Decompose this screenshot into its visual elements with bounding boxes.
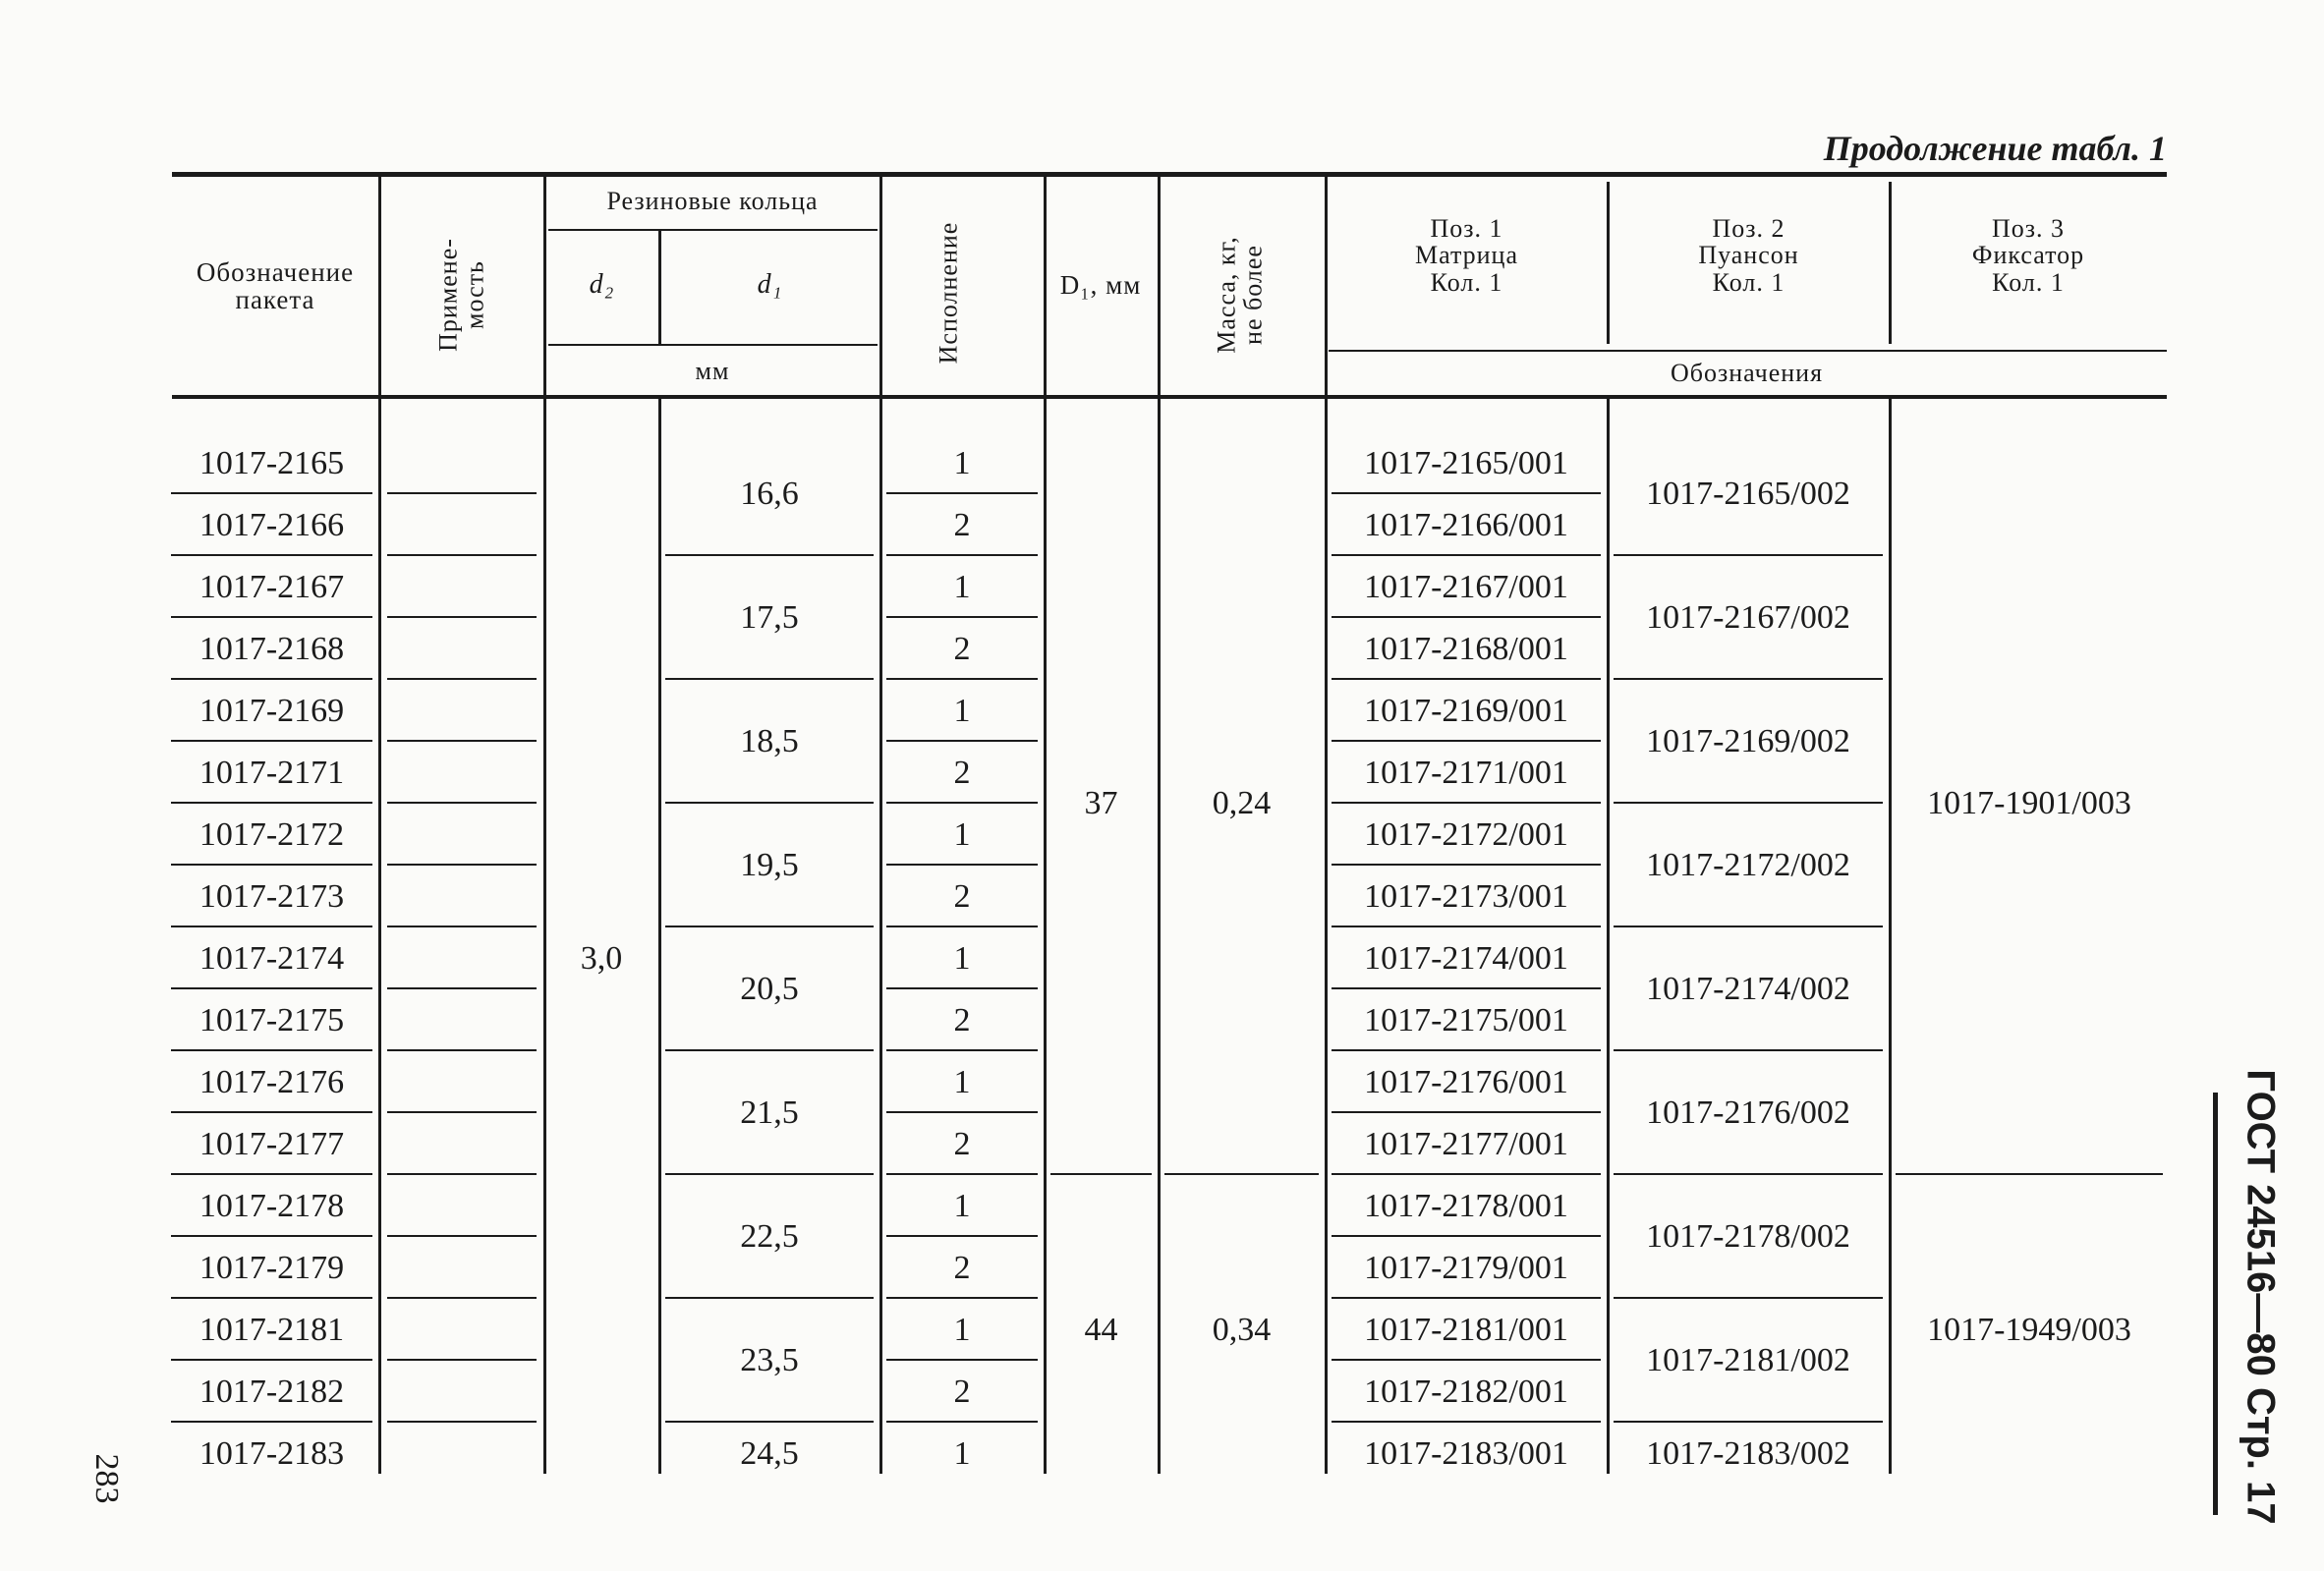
row-version: 2 [953,1001,971,1038]
row-rule [387,678,537,680]
header-pos1: Поз. 1 Матрица Кол. 1 [1414,214,1519,297]
d1-value: 19,5 [740,847,799,883]
row-version: 1 [953,815,971,853]
row-code: 1017-2182 [198,1373,345,1410]
d2-value: 3,0 [580,939,623,977]
row-code: 1017-2181 [198,1311,345,1348]
D1-value: 37 [1084,785,1118,821]
row-rule [387,1297,537,1299]
d1-value: 18,5 [740,723,799,759]
row-rule [387,864,537,866]
row-matrix: 1017-2175/001 [1364,1001,1568,1038]
row-matrix: 1017-2174/001 [1364,939,1568,977]
row-version: 1 [953,1311,971,1348]
header-d2: d₂ [589,269,615,301]
header-designation: Обозначение пакета [196,256,355,314]
row-code: 1017-2178 [198,1187,345,1224]
row-matrix: 1017-2172/001 [1364,815,1568,853]
d1-value: 22,5 [740,1218,799,1255]
d1-value: 17,5 [740,599,799,636]
row-matrix: 1017-2173/001 [1364,877,1568,915]
header-rule-designations [1329,350,2167,352]
header-version: Исполнение [934,221,963,365]
section-rule [1896,1173,2163,1175]
page-number: 283 [88,1453,125,1504]
row-rule [387,740,537,742]
row-code: 1017-2172 [198,815,345,853]
row-code: 1017-2183 [198,1434,345,1472]
row-matrix: 1017-2177/001 [1364,1125,1568,1162]
d1-value: 20,5 [740,971,799,1007]
fixer-value: 1017-1901/003 [1927,785,2131,821]
section-rule [1164,1173,1319,1175]
row-matrix: 1017-2166/001 [1364,506,1568,543]
row-version: 1 [953,1187,971,1224]
side-rule [2213,1093,2218,1515]
punch-value: 1017-2167/002 [1646,599,1850,636]
header-rubber-rings: Резиновые кольца [606,187,819,216]
header-applicability: Примене- мость [433,238,489,352]
header-divider-d2-d1 [658,231,661,344]
punch-value: 1017-2165/002 [1646,476,1850,512]
col-line-1 [378,177,381,1474]
header-D1: D₁, мм [1059,269,1142,300]
row-matrix: 1017-2182/001 [1364,1373,1568,1410]
row-version: 2 [953,1125,971,1162]
row-code: 1017-2175 [198,1001,345,1038]
row-code: 1017-2173 [198,877,345,915]
row-rule [387,1359,537,1361]
D1-value: 44 [1084,1311,1118,1348]
row-version: 2 [953,877,971,915]
d1-value: 16,6 [740,476,799,512]
row-rule [387,1111,537,1113]
row-version: 2 [953,1373,971,1410]
table-top-rule [172,172,2167,177]
row-rule [387,554,537,556]
row-version: 1 [953,568,971,605]
row-rule [387,1421,537,1423]
row-version: 2 [953,754,971,791]
row-version: 2 [953,630,971,667]
mass-value: 0,24 [1212,785,1272,821]
row-rule [387,1235,537,1237]
header-designations: Обозначения [1670,359,1824,388]
row-version: 1 [953,939,971,977]
row-version: 1 [953,1063,971,1100]
row-version: 2 [953,1249,971,1286]
row-code: 1017-2177 [198,1125,345,1162]
row-matrix: 1017-2169/001 [1364,692,1568,729]
punch-value: 1017-2176/002 [1646,1094,1850,1131]
row-matrix: 1017-2168/001 [1364,630,1568,667]
row-code: 1017-2169 [198,692,345,729]
header-pos3: Поз. 3 Фиксатор Кол. 1 [1971,214,2085,297]
section-rule [1050,1173,1152,1175]
row-matrix: 1017-2181/001 [1364,1311,1568,1348]
row-code: 1017-2176 [198,1063,345,1100]
row-rule [387,926,537,927]
punch-value: 1017-2181/002 [1646,1342,1850,1378]
row-matrix: 1017-2165/001 [1364,444,1568,481]
row-rule [387,987,537,989]
row-rule [387,492,537,494]
row-version: 1 [953,444,971,481]
row-matrix: 1017-2178/001 [1364,1187,1568,1224]
header-bottom-rule [172,395,2167,399]
header-rule-rings [548,229,878,231]
header-mass: Масса, кг, не более [1212,236,1268,354]
row-code: 1017-2165 [198,444,345,481]
header-rule-mm [548,344,878,346]
row-rule [387,616,537,618]
row-code: 1017-2171 [198,754,345,791]
punch-value: 1017-2183/002 [1646,1434,1850,1472]
header-d1: d₁ [757,269,783,301]
punch-value: 1017-2169/002 [1646,723,1850,759]
row-matrix: 1017-2183/001 [1364,1434,1568,1472]
d1-value: 21,5 [740,1094,799,1131]
header-divider-pos1-pos2 [1607,182,1610,344]
header-divider-pos2-pos3 [1889,182,1892,344]
row-matrix: 1017-2171/001 [1364,754,1568,791]
row-matrix: 1017-2176/001 [1364,1063,1568,1100]
side-gost-label: ГОСТ 24516—80 Стр. 17 [2239,1069,2283,1525]
row-matrix: 1017-2179/001 [1364,1249,1568,1286]
row-code: 1017-2174 [198,939,345,977]
row-code: 1017-2167 [198,568,345,605]
row-code: 1017-2179 [198,1249,345,1286]
punch-value: 1017-2178/002 [1646,1218,1850,1255]
table-caption: Продолжение табл. 1 [1823,129,2167,168]
row-version: 1 [953,692,971,729]
row-version: 1 [953,1434,971,1472]
fixer-value: 1017-1949/003 [1927,1311,2131,1348]
row-version: 2 [953,506,971,543]
d1-value: 23,5 [740,1342,799,1378]
header-mm: мм [695,356,730,385]
mass-value: 0,34 [1212,1311,1272,1348]
d1-value: 24,5 [740,1434,799,1472]
header-pos2: Поз. 2 Пуансон Кол. 1 [1698,214,1799,297]
row-code: 1017-2166 [198,506,345,543]
row-rule [387,1049,537,1051]
row-rule [387,1173,537,1175]
punch-value: 1017-2172/002 [1646,847,1850,883]
row-rule [387,802,537,804]
punch-value: 1017-2174/002 [1646,971,1850,1007]
row-matrix: 1017-2167/001 [1364,568,1568,605]
row-code: 1017-2168 [198,630,345,667]
